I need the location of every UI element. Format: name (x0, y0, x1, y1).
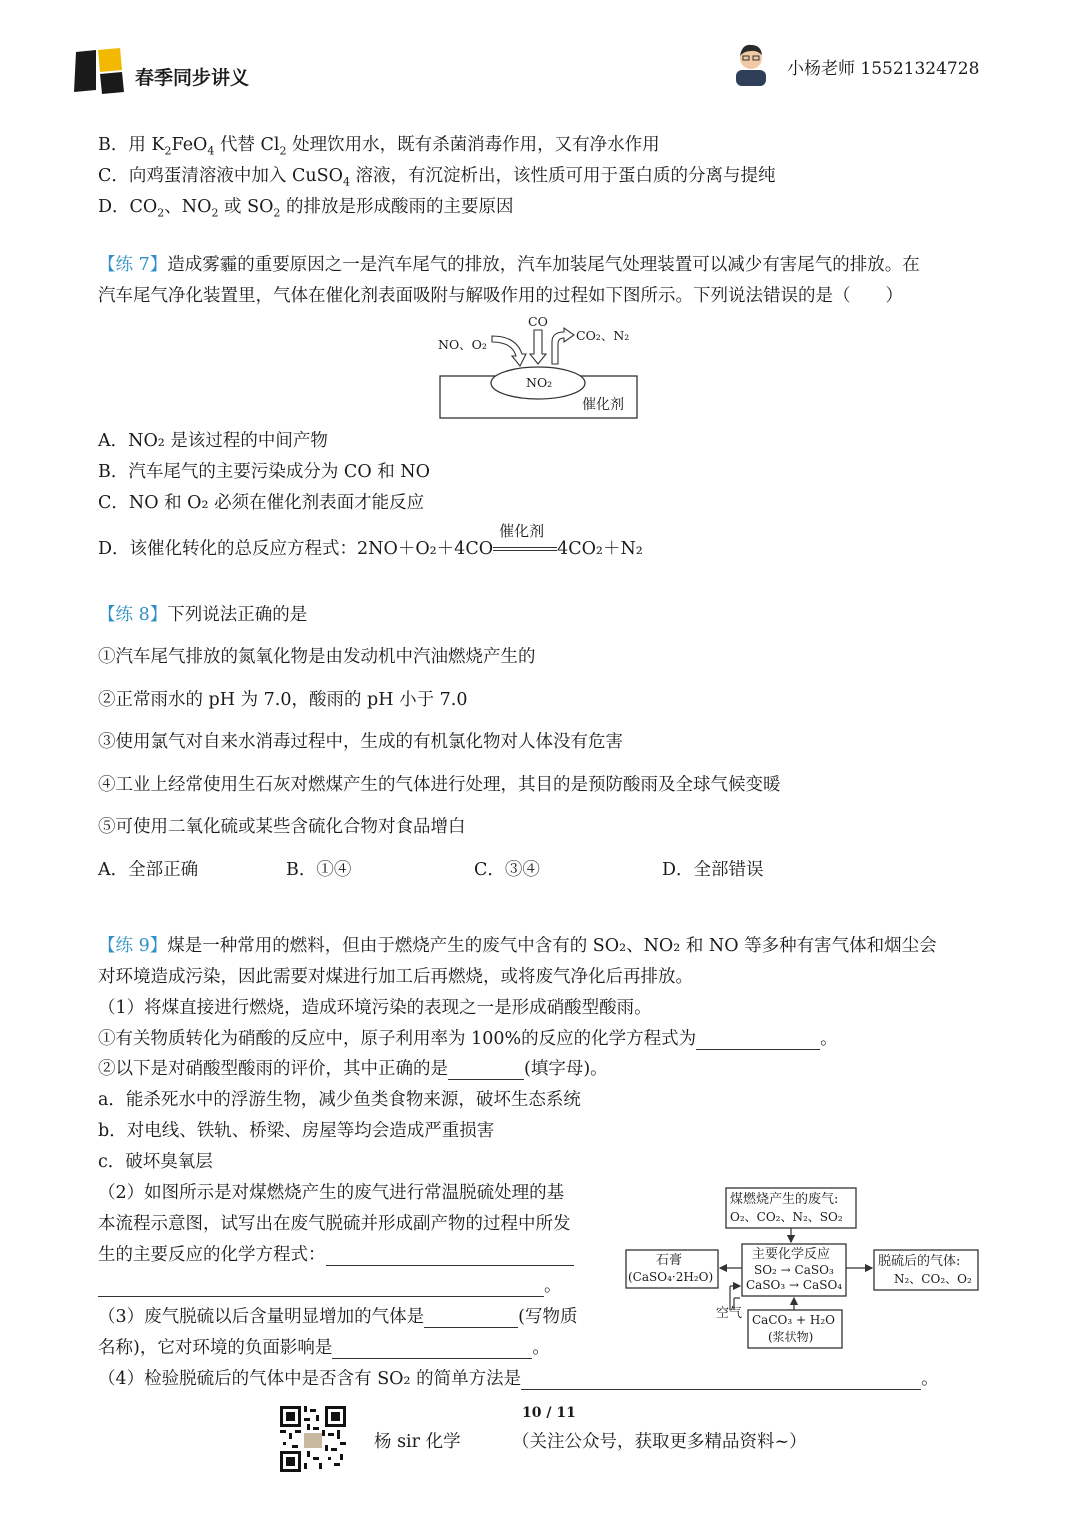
q7-option-b: B．汽车尾气的主要污染成分为 CO 和 NO (98, 462, 430, 482)
q8-stem: 【练 8】下列说法正确的是 (98, 605, 308, 625)
q9-part2-line2: 本流程示意图，试写出在废气脱硫并形成副产物的过程中所发 (98, 1214, 571, 1234)
header-title: 春季同步讲义 (135, 67, 250, 89)
flow-bottom-line1: CaCO₃ + H₂O (752, 1313, 835, 1327)
flow-left-line2: (CaSO₄·2H₂O) (628, 1270, 714, 1284)
q9-part2-line3: 生的主要反应的化学方程式： (98, 1244, 574, 1266)
prev-option-c: C．向鸡蛋清溶液中加入 CuSO$_4$ 溶液，有沉淀析出，该性质可用于蛋白质的分离与提纯 (98, 166, 776, 189)
flow-right-line2: N₂、CO₂、O₂ (894, 1272, 972, 1286)
flow-right-line1: 脱硫后的气体: (878, 1254, 961, 1269)
flow-left-line1: 石膏 (656, 1253, 683, 1268)
qr-code (280, 1406, 346, 1472)
logo (70, 46, 126, 96)
q7-out-gas-label: CO₂、N₂ (576, 328, 630, 343)
q7-co-label: CO (528, 314, 548, 329)
q9-part3-blank2[interactable] (332, 1341, 532, 1359)
q9-stem-line2: 对环境造成污染，因此需要对煤进行加工后再燃烧，或将废气净化后再排放。 (98, 967, 693, 987)
q9-tag: 【练 9】 (98, 936, 168, 956)
page-number: 10 / 11 (522, 1405, 576, 1421)
q7-stem-line1: 【练 7】造成雾霾的重要原因之一是汽车尾气的排放，汽车加装尾气处理装置可以减少有害尾气的排放。在 (98, 255, 920, 275)
flow-air-label: 空气 (716, 1306, 743, 1321)
q9-part3-line1: （3）废气脱硫以后含量明显增加的气体是 (写物质 (98, 1307, 578, 1327)
q8-item: ③使用氯气对自来水消毒过程中，生成的有机氯化物对人体没有危害 (98, 732, 623, 752)
q9-part4-blank[interactable] (521, 1372, 921, 1390)
q8-option-d: D．全部错误 (662, 860, 764, 880)
q8-option-c: C．③④ (474, 860, 540, 880)
flow-center-line2: SO₂ → CaSO₃ (754, 1263, 834, 1277)
q8-item: ①汽车尾气排放的氮氧化物是由发动机中汽油燃烧产生的 (98, 647, 536, 667)
q8-item: ⑤可使用二氧化硫或某些含硫化合物对食品增白 (98, 817, 466, 837)
flow-top-line2: O₂、CO₂、N₂、SO₂ (730, 1210, 843, 1224)
q7-option-c: C．NO 和 O₂ 必须在催化剂表面才能反应 (98, 493, 425, 513)
q7-center-label: NO₂ (526, 375, 553, 390)
q8-option-a: A．全部正确 (98, 860, 199, 880)
flow-center-line1: 主要化学反应 (752, 1247, 831, 1262)
avatar (730, 40, 772, 86)
teacher-contact: 小杨老师 15521324728 (787, 59, 980, 79)
q7-tag: 【练 7】 (98, 255, 168, 275)
q9-part1: （1）将煤直接进行燃烧，造成环境污染的表现之一是形成硝酸型酸雨。 (98, 998, 652, 1018)
q8-item: ②正常雨水的 pH 为 7.0，酸雨的 pH 小于 7.0 (98, 690, 468, 710)
q9-part3-blank1[interactable] (424, 1310, 518, 1328)
q9-part1a: ①有关物质转化为硝酸的反应中，原子利用率为 100%的反应的化学方程式为 。 (98, 1029, 838, 1049)
q9-part3-line2: 名称)，它对环境的负面影响是 。 (98, 1338, 550, 1358)
q7-equation-condition: 催化剂 (493, 538, 557, 560)
q9-stem-line1: 【练 9】煤是一种常用的燃料，但由于燃烧产生的废气中含有的 SO₂、NO₂ 和 NO 等多种有害气体和烟尘会 (98, 936, 937, 956)
flow-center-line3: CaSO₃ → CaSO₄ (746, 1278, 843, 1292)
q9-part4: （4）检验脱硫后的气体中是否含有 SO₂ 的简单方法是 。 (98, 1369, 939, 1389)
q7-catalyst-diagram (430, 312, 650, 422)
q9-part2-line1: （2）如图所示是对煤燃烧产生的废气进行常温脱硫处理的基 (98, 1183, 565, 1203)
q9-part2-blank1[interactable] (326, 1248, 574, 1266)
footer-brand: 杨 sir 化学 (374, 1432, 461, 1452)
q9-choice-b: b．对电线、铁轨、桥梁、房屋等均会造成严重损害 (98, 1121, 495, 1141)
q9-choice-a: a．能杀死水中的浮游生物，减少鱼类食物来源，破坏生态系统 (98, 1090, 581, 1110)
flow-top-line1: 煤燃烧产生的废气: (730, 1192, 839, 1207)
q9-part1b-blank[interactable] (448, 1062, 524, 1080)
flow-bottom-line2: (浆状物) (768, 1330, 814, 1344)
q9-part2-blank2[interactable] (98, 1279, 544, 1297)
footer-note: （关注公众号，获取更多精品资料~） (512, 1432, 807, 1452)
q7-catalyst-label: 催化剂 (582, 397, 624, 413)
q7-option-a: A．NO₂ 是该过程的中间产物 (98, 431, 328, 451)
q9-desulfurization-flowchart (624, 1186, 984, 1356)
q8-option-b: B．①④ (286, 860, 352, 880)
q9-part2-line4: 。 (98, 1275, 562, 1297)
q9-choice-c: c．破坏臭氧层 (98, 1152, 213, 1172)
q7-in-gas-label: NO、O₂ (438, 337, 487, 352)
q8-tag: 【练 8】 (98, 605, 168, 625)
prev-option-d: D．$CO_2$、$NO_2$ 或 $SO_2$ 的排放是形成酸雨的主要原因 (98, 197, 514, 220)
q7-option-d: D．该催化转化的总反应方程式：2NO＋O₂＋4CO 催化剂 4CO₂＋N₂ (98, 522, 643, 559)
prev-option-b: B．用 $K_2FeO_4$ 代替 $Cl_2$ 处理饮用水，既有杀菌消毒作用，又有净水作用 (98, 135, 660, 158)
q8-item: ④工业上经常使用生石灰对燃煤产生的气体进行处理，其目的是预防酸雨及全球气候变暖 (98, 775, 781, 795)
q7-stem-line2: 汽车尾气净化装置里，气体在催化剂表面吸附与解吸作用的过程如下图所示。下列说法错误的是（ ） (98, 286, 903, 306)
q9-part1a-blank[interactable] (696, 1032, 820, 1050)
q9-part1b: ②以下是对硝酸型酸雨的评价，其中正确的是 (填字母)。 (98, 1059, 608, 1079)
